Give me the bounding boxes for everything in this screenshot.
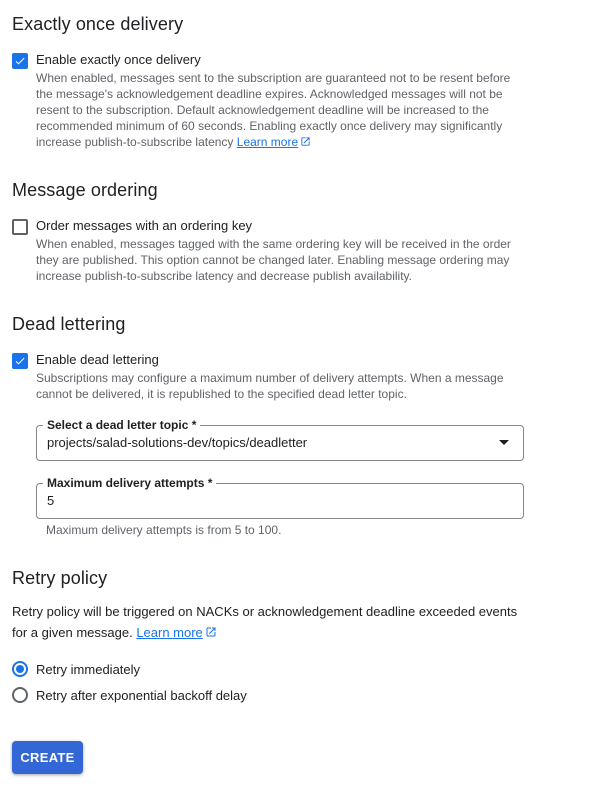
dead-lettering-label: Enable dead lettering: [36, 352, 159, 367]
retry-immediately-label: Retry immediately: [36, 661, 141, 677]
exactly-once-option: [12, 52, 516, 150]
exactly-once-learn-more-link[interactable]: Learn more: [237, 135, 311, 149]
retry-backoff-label: Retry after exponential backoff delay: [36, 687, 247, 703]
message-ordering-description: When enabled, messages tagged with the same ordering key will be received in the order they are published. This option cannot be changed later. Enabling message ordering may increase publish-to-subscribe latency and decrease publish availability.: [36, 237, 511, 283]
section-title-retry-policy: Retry policy: [12, 568, 108, 588]
dead-letter-topic-select[interactable]: [36, 418, 524, 461]
external-link-icon: [300, 136, 311, 147]
exactly-once-checkbox[interactable]: [12, 53, 28, 69]
exactly-once-description: When enabled, messages sent to the subscription are guaranteed not to be resent before the message's acknowledgement deadline expires. Acknowledged messages will not be resent to the subscription. Default acknowledgement deadline will be increased to the recommended minimum of 60 seconds. Enabling exactly once delivery may significantly increase publish-to-subscribe latency Learn more: [36, 71, 511, 149]
retry-policy-learn-more-link[interactable]: Learn more: [136, 625, 216, 640]
check-icon: [14, 355, 26, 367]
dead-lettering-checkbox[interactable]: [12, 353, 28, 369]
section-title-exactly-once: Exactly once delivery: [12, 14, 184, 34]
max-delivery-attempts-helper: Maximum delivery attempts is from 5 to 100.: [46, 523, 282, 537]
section-title-dead-lettering: Dead lettering: [12, 314, 126, 334]
dropdown-arrow-icon: [499, 440, 509, 445]
radio-dot: [16, 665, 24, 673]
dead-lettering-option: [12, 352, 516, 402]
max-delivery-attempts-input[interactable]: [36, 476, 524, 519]
message-ordering-option: [12, 218, 516, 284]
section-title-message-ordering: Message ordering: [12, 180, 158, 200]
exactly-once-label: Enable exactly once delivery: [36, 52, 201, 67]
max-delivery-attempts-label: Maximum delivery attempts *: [43, 476, 216, 490]
check-icon: [14, 55, 26, 67]
retry-immediately-option[interactable]: [12, 661, 140, 677]
max-delivery-attempts-value: 5: [47, 493, 55, 508]
external-link-icon: [205, 626, 217, 638]
retry-backoff-option[interactable]: [12, 687, 247, 703]
dead-letter-topic-value: projects/salad-solutions-dev/topics/deadletter: [47, 435, 308, 450]
create-button[interactable]: CREATE: [12, 741, 83, 774]
retry-policy-description: Retry policy will be triggered on NACKs or acknowledgement deadline exceeded events for a given message. Learn more: [12, 604, 518, 640]
dead-letter-topic-label: Select a dead letter topic *: [43, 418, 200, 432]
retry-immediately-radio[interactable]: [12, 661, 28, 677]
message-ordering-label: Order messages with an ordering key: [36, 218, 253, 233]
retry-backoff-radio[interactable]: [12, 687, 28, 703]
dead-lettering-description: Subscriptions may configure a maximum number of delivery attempts. When a message cannot be delivered, it is republished to the specified dead letter topic.: [36, 371, 504, 401]
message-ordering-checkbox[interactable]: [12, 219, 28, 235]
